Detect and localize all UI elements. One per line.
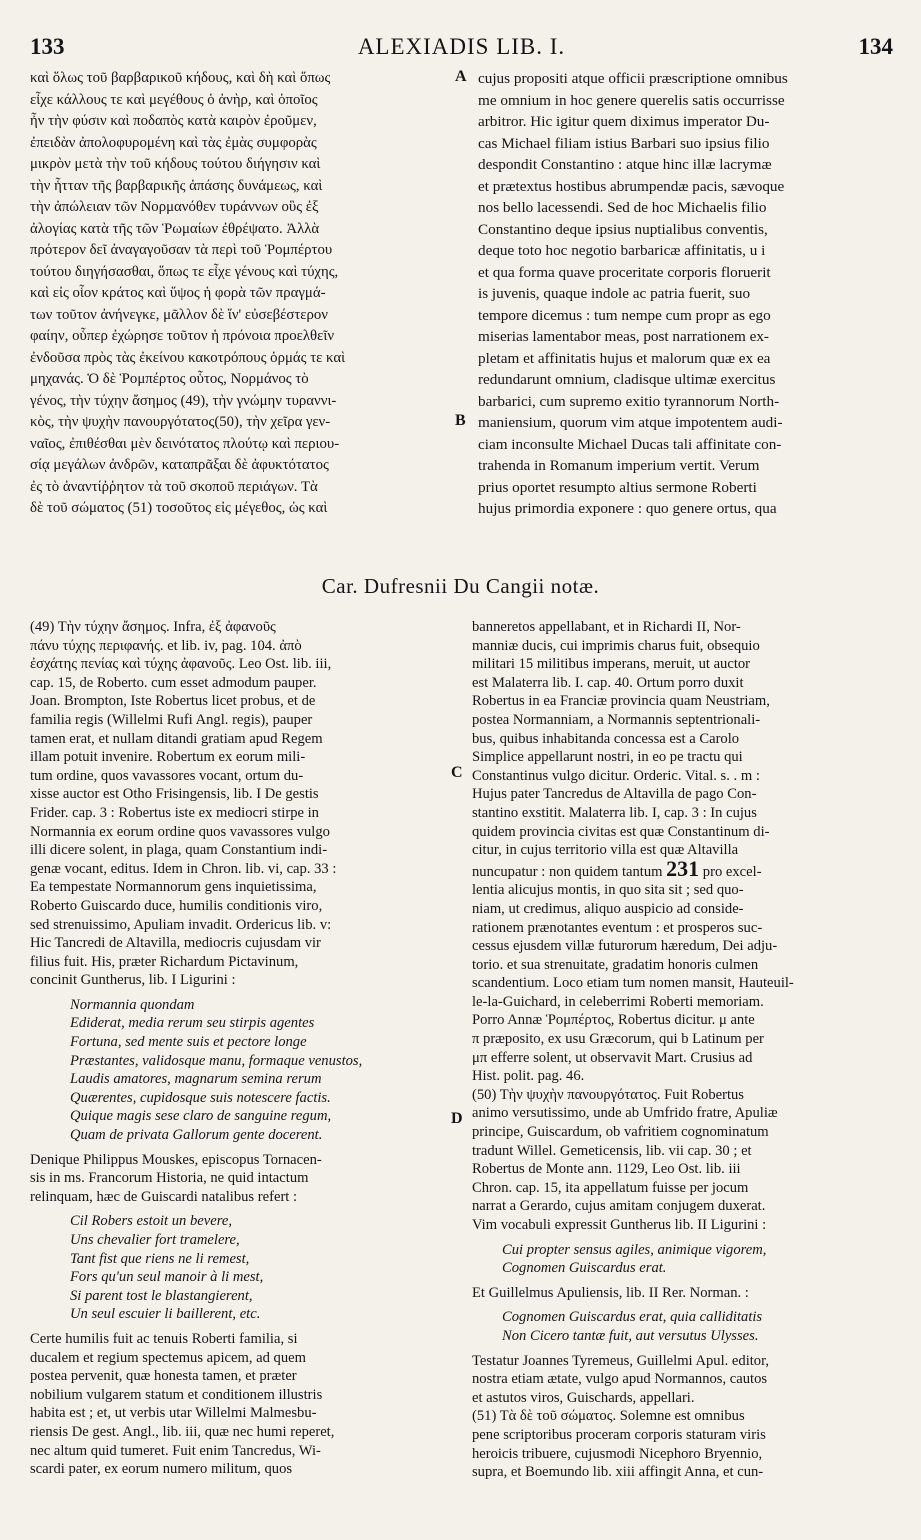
note-line: narrat a Gerardo, cujus amitam conjugem duxerat. xyxy=(472,1198,766,1215)
verse-line: Uns chevalier fort tramelere, xyxy=(70,1232,240,1248)
note-line: tradunt Willel. Gemeticensis, lib. vii cap. 30 ; et xyxy=(472,1142,752,1159)
note-line: riensis De gest. Angl., lib. iii, quæ nec humi reperet, xyxy=(30,1423,335,1440)
note-line: manniæ ducis, cui imprimis charus fuit, obsequio xyxy=(472,637,760,654)
note-line: Et Guillelmus Apuliensis, lib. II Rer. Norman. : xyxy=(472,1284,749,1301)
verse-line: Un seul escuier li baillerent, etc. xyxy=(70,1306,261,1323)
note-line: cap. 15, de Roberto. cum esset admodum pauper. xyxy=(30,674,317,691)
latin-line: maniensium, quorum vim atque impotentem audi- xyxy=(478,414,783,431)
note-line: familia regis (Willelmi Rufi Angl. regis), pauper xyxy=(30,711,313,728)
note-line: genæ vocant, editus. Idem in Chron. lib. vi, cap. 33 : xyxy=(30,860,337,877)
note-line: (50) Τὴν ψυχὴν πανουργότατος. Fuit Robertus xyxy=(472,1086,744,1103)
note-line: niam, ut credimus, aliquo auspicio ad conside- xyxy=(472,900,744,917)
note-line: Certe humilis fuit ac tenuis Roberti familia, si xyxy=(30,1330,298,1347)
note-line: Chron. cap. 15, ita appellatum fuisse per jocum xyxy=(472,1179,749,1196)
note-line: habita est ; et, ut verbis utar Willelmi Malmesbu- xyxy=(30,1405,317,1422)
note-line: Roberto Guiscardo duce, humilis conditionis viro, xyxy=(30,897,323,914)
note-line: nostra etiam ætate, vulgo apud Normannos, cautos xyxy=(472,1371,768,1388)
greek-line: ἀλογίας κατὰ τῆς τῶν Ῥωμαίων ἐθρέψατο. Ἀλλὰ xyxy=(30,220,320,237)
note-line: Denique Philippus Mouskes, episcopus Tornacen- xyxy=(30,1151,322,1168)
note-line: ducalem et regium spectemus apicem, ad quem xyxy=(30,1349,306,1366)
note-line: tum ordine, quos vavassores vocant, ortum du- xyxy=(30,767,304,784)
note-line: Porro Annæ Ῥομπέρτος, Robertus dicitur. μ ante xyxy=(472,1012,755,1029)
note-line: ἐσχάτης πενίας καὶ τύχης ἀφανοῦς. Leo Ost. lib. iii, xyxy=(30,656,332,673)
notes-heading: Car. Dufresnii Du Cangii notæ. xyxy=(321,574,600,598)
latin-line: hujus primordia exponere : quo genere ortus, qua xyxy=(478,500,777,517)
latin-line: Constantino deque ipsius nuptialibus conventis, xyxy=(478,220,768,238)
note-line: quidem provincia civitas est quæ Constantinum di- xyxy=(472,823,770,840)
note-line: stantino exstitit. Malaterra lib. I, cap. 3 : In cujus xyxy=(472,804,757,821)
verse-line: Quam de privata Gallorum gente docerent. xyxy=(70,1127,323,1144)
verse-line: Laudis amatores, magnarum semina rerum xyxy=(70,1071,322,1088)
latin-line: ciam inconsulte Michael Ducas tali affinitate con- xyxy=(478,435,782,453)
note-line: illi dicere solent, in plaga, quam Constantium indi- xyxy=(30,842,328,859)
latin-line: barbarici, cum supremo exitio tyrannorum North- xyxy=(478,392,780,410)
latin-line: nos bello lacessendi. Sed de hoc Michaelis filio xyxy=(478,199,767,216)
running-header xyxy=(30,34,893,62)
greek-line: καὶ ὅλως τοῦ βαρβαρικοῦ κήδους, καὶ δὴ καὶ ὅπως xyxy=(30,70,331,86)
verse-line: Fors qu'un seul manoir à li mest, xyxy=(70,1269,264,1286)
latin-line: despondit Constantino : atque hinc illæ lacrymæ xyxy=(478,156,772,173)
verse-line: Cognomen Guiscardus erat, quia calliditatis xyxy=(502,1309,763,1326)
greek-line: φαίην, οὗπερ ἐχώρησε τοῦτον ἡ πρόνοια προελθεῖν xyxy=(30,328,335,344)
note-line: Constantinus vulgo dicitur. Orderic. Vital. s. . m : xyxy=(472,767,760,784)
latin-line: arbitror. Hic igitur quem diximus imperator Du- xyxy=(478,113,770,130)
note-line: filius fuit. His, præter Richardum Pictavinum, xyxy=(30,953,299,970)
verse-line: Præstantes, validosque manu, formaque venustos, xyxy=(70,1052,363,1069)
verse-line: Cognomen Guiscardus erat. xyxy=(502,1260,667,1277)
marginal-number: 231 xyxy=(666,859,700,881)
greek-line: τούτου διηγήσασθαι, ὅπως τε εἶχε γένους καὶ τύχης, xyxy=(30,263,339,280)
note-line: xisse auctor est Otho Frisingensis, lib. I De gestis xyxy=(30,786,319,803)
greek-line: ναῖος, ἐπιθέσθαι μὲν δεινότατος πλούτῳ καὶ περιου- xyxy=(30,435,340,452)
note-line: principe, Guiscardum, ob vafritiem cognominatum xyxy=(472,1124,769,1141)
note-line: scardi pater, ex eorum numero militum, quos xyxy=(30,1461,293,1478)
greek-line: ἐπειδὰν ἀπολοφυρομένη καὶ τὰς ἐμὰς συμφορὰς xyxy=(30,134,317,151)
greek-line: εἶχε κάλλους τε καὶ μεγέθους ὁ ἀνὴρ, καὶ ὁποῖος xyxy=(30,91,318,108)
note-line: nuncupatur : non quidem tantum 231 pro excel- xyxy=(472,860,884,882)
note-line: bus, quibus inhabitanda concessa est a Carolo xyxy=(472,730,740,747)
note-line: Vim vocabuli expressit Guntherus lib. II Ligurini : xyxy=(472,1217,767,1233)
greek-line: μηχανάς. Ὁ δὲ Ῥομπέρτος οὗτος, Νορμάνος τὸ xyxy=(30,371,309,387)
greek-line: δὲ τοῦ σώματος (51) τοσοῦτος εἰς μέγεθος, ὡς καὶ xyxy=(30,500,328,516)
latin-line: miserias lamentabor meas, post narrationem ex- xyxy=(478,328,769,345)
note-line: animo versutissimo, unde ab Umfrido fratre, Apuliæ xyxy=(472,1105,778,1122)
column-marker-a: A xyxy=(455,68,467,85)
verse-line: Normannia quondam xyxy=(70,996,195,1013)
greek-line: μικρὸν μετὰ τὴν τοῦ κήδους τούτου διήγησιν καὶ xyxy=(30,156,321,172)
note-line: nobilium vulgarem statum et conditionem illustris xyxy=(30,1386,323,1403)
greek-text-column xyxy=(30,68,458,520)
note-line: Hujus pater Tancredus de Altavilla de pago Con- xyxy=(472,786,757,803)
greek-line: γένος, τὴν τύχην ἄσημος (49), τὴν γνώμην τυραννι- xyxy=(30,392,337,409)
note-line: torio. et sua strenuitate, gradatim honoris culmen xyxy=(472,956,759,973)
verse-line: Cui propter sensus agiles, animique vigorem, xyxy=(502,1241,767,1258)
note-line: Testatur Joannes Tyremeus, Guillelmi Apul. editor, xyxy=(472,1352,770,1369)
note-line: banneretos appellabant, et in Richardi II, Nor- xyxy=(472,619,741,635)
note-line: sis in ms. Francorum Historia, ne quid intactum xyxy=(30,1170,309,1187)
note-line: Joan. Brompton, Iste Robertus licet probus, et de xyxy=(30,693,316,710)
note-line: postea pervenit, quæ honesta tamen, et præter xyxy=(30,1368,297,1385)
note-line: Hist. polit. pag. 46. xyxy=(472,1068,585,1085)
column-marker-d: D xyxy=(451,1110,463,1127)
note-line: postea Normanniam, a Normannis septentrionali- xyxy=(472,711,761,728)
note-line: (49) Τὴν τύχην ἄσημος. Infra, ἐξ ἀφανοῦς xyxy=(30,619,276,635)
note-line: scandentium. Loco etiam tum nomen mansit, Hauteuil- xyxy=(472,975,794,992)
note-line: Robertus de Monte ann. 1129, Leo Ost. lib. iii xyxy=(472,1161,741,1178)
note-line: le-la-Guichard, in celeberrimi Roberti memoriam. xyxy=(472,993,764,1010)
latin-translation-column xyxy=(478,68,886,520)
running-title: ALEXIADIS LIB. I. xyxy=(357,34,566,59)
note-line: citur, in cujus territorio villa est quæ Altavilla xyxy=(472,842,739,859)
note-line: π præposito, ex usu Græcorum, qui b Latinum per xyxy=(472,1031,764,1048)
note-line: sed strenuissimo, Apuliam invadit. Ordericus lib. v: xyxy=(30,916,332,933)
note-line: est Malaterra lib. I. cap. 40. Ortum porro duxit xyxy=(472,674,744,691)
notes-left-column xyxy=(30,618,450,1479)
greek-line: ἐς τὸ ἀναντίῤῥητον τὰ τοῦ σκοποῦ περιάγων. Τὰ xyxy=(30,478,318,495)
greek-line: σίᾳ μεγάλων ἀνδρῶν, καταπρᾶξαι δὲ ἀφυκτότατος xyxy=(30,457,329,473)
note-line: concinit Guntherus, lib. I Ligurini : xyxy=(30,972,236,989)
verse-line: Si parent tost le blastangierent, xyxy=(70,1287,253,1304)
verse-line: Ediderat, media rerum seu stirpis agentes xyxy=(70,1015,315,1032)
note-line: (51) Τὰ δὲ τοῦ σώματος. Solemne est omnibus xyxy=(472,1408,745,1425)
note-line: πάνυ τύχης περιφανής. et lib. iv, pag. 104. ἀπὸ xyxy=(30,637,302,654)
latin-line: trahenda in Romanum imperium vertit. Verum xyxy=(478,457,760,474)
left-page-number: 133 xyxy=(30,34,65,59)
note-line: μπ efferre solent, ut observavit Mart. Crusius ad xyxy=(472,1049,753,1066)
note-line: Robertus in ea Franciæ provincia quam Neustriam, xyxy=(472,693,770,710)
latin-line: prius oportet resumpto altius sermone Roberti xyxy=(478,478,757,496)
greek-line: των τοῦτον ἀνήνεγκε, μᾶλλον δὲ ἵν' εὐσεβέστερον xyxy=(30,306,328,323)
verse-line: Tant fist que riens ne li remest, xyxy=(70,1250,250,1267)
note-line: Simplice appellarunt nostri, in eo pe tractu qui xyxy=(472,749,743,766)
greek-line: πρότερον δεῖ ἀναγαγοῦσαν τὰ περὶ τοῦ Ῥομπέρτου xyxy=(30,242,333,258)
latin-line: cas Michael filiam istius Barbari suo ipsius filio xyxy=(478,134,770,152)
verse-line: Quique magis sese claro de sanguine regum, xyxy=(70,1108,332,1125)
note-line: pene scriptoribus proceram corporis staturam viris xyxy=(472,1426,766,1443)
latin-line: redundarunt omnium, cladisque ultimæ exercitus xyxy=(478,371,776,388)
note-line: lentia alicujus montis, in quo sita sit ; sed quo- xyxy=(472,882,744,899)
greek-line: ἐνδοῦσα πρὸς τὰς ἐκείνου κακοτρόπους ὁρμάς τε καὶ xyxy=(30,349,346,366)
greek-line: καὶ εἰς οἷον κράτος καὶ ὕψος ἡ φορὰ τῶν πραγμά- xyxy=(30,285,326,301)
latin-line: tempore dicemus : tum nempe cum propr as ego xyxy=(478,306,771,324)
latin-line: et prætextus hostibus abrumpendæ pacis, sævoque xyxy=(478,177,785,195)
verse-line: Cil Robers estoit un bevere, xyxy=(70,1213,232,1230)
note-line: Frider. cap. 3 : Robertus iste ex mediocri stirpe in xyxy=(30,804,319,821)
note-line: illam potuit invenire. Robertum ex eorum mili- xyxy=(30,749,306,766)
latin-line: pletam et affinitatis hujus et malorum quæ ex ea xyxy=(478,349,771,367)
greek-line: κὸς, τὴν ψυχὴν πανουργότατος(50), τὴν χεῖρα γεν- xyxy=(30,414,331,430)
verse-line: Non Cicero tantæ fuit, aut versutus Ulysses. xyxy=(502,1327,759,1344)
verse-line: Fortuna, sed mente suis et pectore longe xyxy=(70,1034,307,1051)
note-line: militari 15 militibus imperans, meruit, ut auctor xyxy=(472,656,751,673)
greek-line: τὴν ἀπώλειαν τῶν Νορμανόθεν τυράννων οὓς ἐξ xyxy=(30,199,319,215)
note-line: supra, et Boemundo lib. xiii affingit Anna, et cun- xyxy=(472,1464,764,1481)
verse-line: Quærentes, cupidosque suis notescere factis. xyxy=(70,1089,331,1106)
note-line: cessus ejusdem villæ futurorum hæredum, Dei adju- xyxy=(472,938,778,955)
note-line: tamen erat, et nullam ditandi gratiam apud Regem xyxy=(30,730,323,747)
greek-line: τὴν ἧτταν τῆς βαρβαρικῆς ἁπάσης δυνάμεως, καὶ xyxy=(30,177,323,194)
note-line: et astutos viros, Guischards, appellari. xyxy=(472,1389,695,1406)
note-line: rationem prænotantes eventum : et prosperos suc- xyxy=(472,919,763,936)
latin-line: is juvenis, quaque indole ac patria fuerit, suo xyxy=(478,285,751,302)
column-marker-c: C xyxy=(451,764,463,781)
latin-line: me omnium in hoc genere querelis satis occurrisse xyxy=(478,91,785,109)
right-page-number: 134 xyxy=(858,34,893,59)
latin-line: cujus propositi atque officii præscriptione omnibus xyxy=(478,70,788,87)
notes-right-column xyxy=(472,618,884,1482)
note-line: Normannia ex eorum ordine quos vavassores vulgo xyxy=(30,823,330,840)
column-marker-b: B xyxy=(455,412,466,429)
note-line: Hic Tancredi de Altavilla, mediocris cujusdam vir xyxy=(30,935,321,952)
greek-line: ἦν τὴν φύσιν καὶ ποδαπὸς κατὰ καιρὸν ἐροῦμεν, xyxy=(30,113,317,129)
note-line: heroicis tribuere, cujusmodi Nicephoro Bryennio, xyxy=(472,1445,763,1462)
latin-line: et qua forma quave proceritate corporis floruerit xyxy=(478,263,771,281)
note-line: nec altum quid tumeret. Fuit enim Tancredus, Wi- xyxy=(30,1442,321,1459)
note-line: relinquam, hæc de Guiscardi natalibus refert : xyxy=(30,1188,298,1205)
note-line: Ea tempestate Normannorum gens inquietissima, xyxy=(30,879,317,896)
latin-line: deque toto hoc negotio barbaricæ affinitatis, u i xyxy=(478,242,766,259)
